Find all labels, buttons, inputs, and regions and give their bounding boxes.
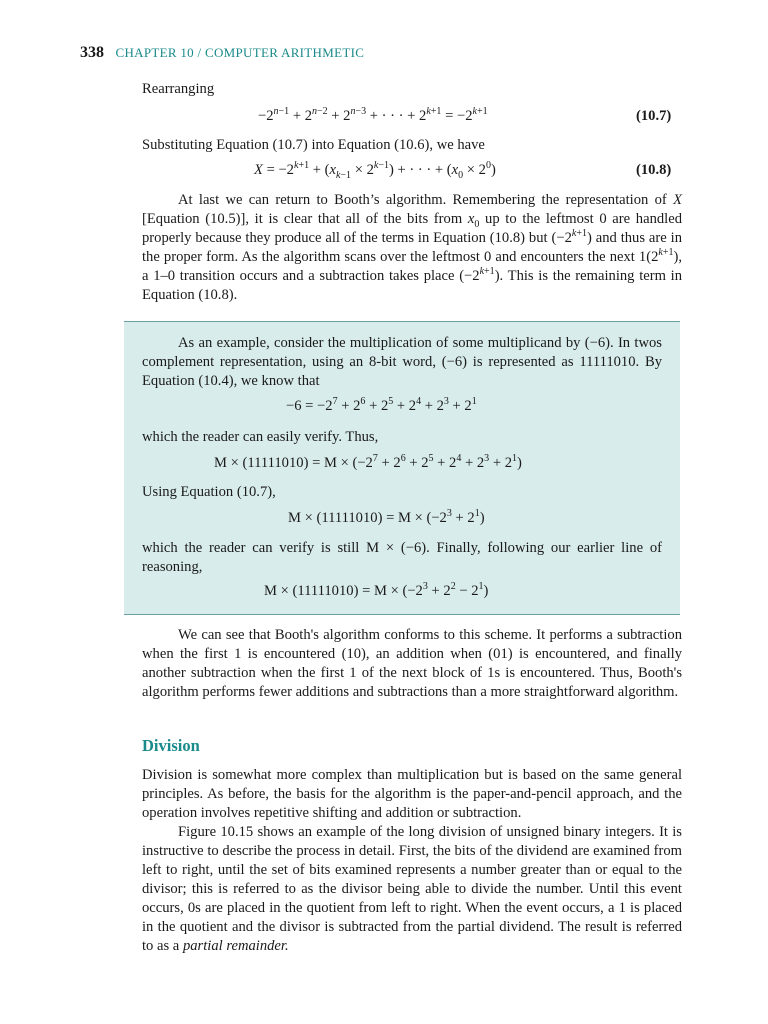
page-number: 338 xyxy=(80,44,104,61)
example-paragraph-4: which the reader can verify is still M × (−6). Finally, following our earlier line of reasoning, xyxy=(142,540,662,575)
equation-m-times-2: $M \times (11111010) = M \times (-2^3 + 2^1)$ xyxy=(288,508,485,526)
example-paragraph-2: which the reader can easily verify. Thus, xyxy=(142,429,379,445)
rearranging-label: Rearranging xyxy=(142,81,215,97)
paragraph-booth-return: At last we can return to Booth’s algorithm. Remembering the representation of X [Equation (10.5)], it is clear that all of the bits from $x_0$ up to the leftmost 0 are handled properly because they produce all of the terms in Equation (10.8) but $(-2^{k+1})$ and thus are in the proper form. As the algorithm scans over the leftmost 0 and encounters the next $1(2^{k+1})$, a 1–0 transition occurs and a subtraction takes place $(-2^{k+1})$. This is the remaining term in Equation (10.8). xyxy=(142,192,683,303)
paragraph-booth-conforms: We can see that Booth's algorithm conforms to this scheme. It performs a subtraction when the first 1 is encountered (10), an addition when (01) is encountered, and finally another subtraction when the first 1 of the next block of 1s is encountered. Thus, Booth's algorithm performs fewer additions and subtractions than a more straightforward algorithm. xyxy=(142,627,682,700)
equation-10-8: $X = -2^{k+1} + (x_{k-1} \times 2^{k-1})$ + · · · + $(x_0 \times 2^0)$ xyxy=(254,160,496,181)
equation-10-7-number: (10.7) xyxy=(636,108,672,124)
chapter-title: CHAPTER 10 / COMPUTER ARITHMETIC xyxy=(115,45,365,60)
paragraph-division-intro: Division is somewhat more complex than multiplication but is based on the same general principles. As before, the basis for the algorithm is the paper-and-pencil approach, and the operation involves repetitive shifting and addition or subtraction. xyxy=(142,767,682,821)
partial-remainder-term: partial remainder. xyxy=(182,938,289,954)
equation-minus-six: $-6 = -2^7 + 2^6 + 2^5 + 2^4 + 2^3 + 2^1$ xyxy=(286,396,477,414)
example-paragraph-3: Using Equation (10.7), xyxy=(142,484,276,500)
long-division-text: Figure 10.15 shows an example of the long division of unsigned binary integers. It is instructive to describe the process in detail. First, the bits of the dividend are examined from left to right, until the set of bits examined represents a number greater than or equal to the divisor; this is referred to as the divisor being able to divide the number. Until this event occurs, 0s are placed in the quotient from left to right. When the event occurs, a 1 is placed in the quotient and the divisor is subtracted from the partial dividend. The result is referred to as a xyxy=(142,824,682,954)
equation-10-8-number: (10.8) xyxy=(636,162,672,178)
section-heading-division: Division xyxy=(142,736,200,755)
paragraph-long-division xyxy=(142,823,682,956)
substituting-text: Substituting Equation (10.7) into Equation (10.6), we have xyxy=(142,137,485,153)
equation-10-7: $-2^{n-1} + 2^{n-2} + 2^{n-3}$ + · · · + $2^{k+1} = -2^{k+1}$ xyxy=(258,106,488,124)
equation-m-times-3: $M \times (11111010) = M \times (-2^3 + 2^2 - 2^1)$ xyxy=(264,581,489,599)
example-paragraph-1: As an example, consider the multiplication of some multiplicand by (−6). In twos complement representation, using an 8-bit word, (−6) is represented as 11111010. By Equation (10.4), we know that xyxy=(142,335,662,389)
running-header xyxy=(80,44,364,62)
equation-m-times-1: $M \times (11111010) = M \times (-2^7 + 2^6 + 2^5 + 2^4 + 2^3 + 2^1)$ xyxy=(214,453,522,471)
